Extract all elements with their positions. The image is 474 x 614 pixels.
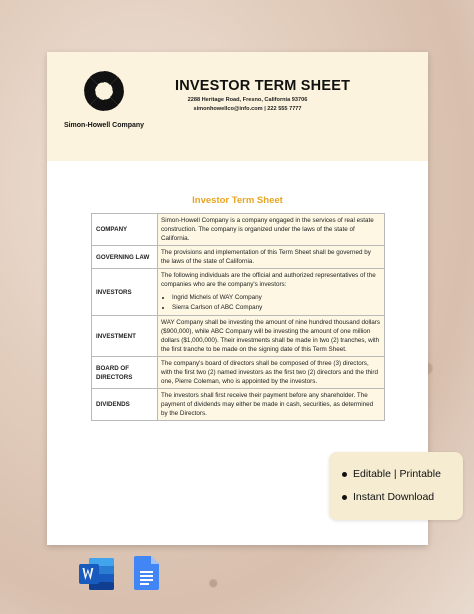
term-description: The following individuals are the official and authorized representatives of the companies who are the company's investors: xyxy=(161,272,376,288)
feature-editable-printable xyxy=(342,468,441,480)
term-label: INVESTMENT xyxy=(92,316,158,357)
term-description: Simon-Howell Company is a company engaged in the services of real estate construction. The company is organized under the laws of the state of California. xyxy=(158,214,385,246)
feature-label: Editable | Printable xyxy=(353,468,441,480)
microsoft-word-icon[interactable] xyxy=(79,557,115,591)
term-description: The investors shall first receive their payment before any shareholder. The payment of dividends may either be made in cash, securities, as determined by the Directors. xyxy=(158,389,385,421)
format-features-badge xyxy=(329,452,463,520)
company-name-caption: Simon-Howell Company xyxy=(63,122,145,129)
table-row xyxy=(92,389,385,421)
term-description: WAY Company shall be investing the amount of nine hundred thousand dollars ($900,000), while ABC Company will be investing the amount of one million dollars ($1,000,000). Their investments shall be made in two (2) tranches, with the first tranche to be made on the signing date of this Term Sheet. xyxy=(158,316,385,357)
terms-table xyxy=(91,213,385,421)
term-description: The provisions and implementation of this Term Sheet shall be governed by the laws of the state of California. xyxy=(158,246,385,269)
table-row xyxy=(92,357,385,389)
document-header xyxy=(47,52,428,161)
feature-instant-download xyxy=(342,491,434,503)
google-docs-icon[interactable] xyxy=(134,556,159,590)
bullet-icon xyxy=(342,495,347,500)
investor-list xyxy=(172,293,381,313)
term-description: The company's board of directors shall be composed of three (3) directors, with the first two (2) named investors as the first two (2) directors and the third one, Pierre Coleman, who is appointed by the investors. xyxy=(158,357,385,389)
list-item: • Ingrid Michels of WAY Company xyxy=(172,293,381,303)
term-label: DIVIDENDS xyxy=(92,389,158,421)
term-description-cell xyxy=(158,269,385,316)
term-label: GOVERNING LAW xyxy=(92,246,158,269)
table-row xyxy=(92,316,385,357)
list-item: • Sierra Carlson of ABC Company xyxy=(172,303,381,313)
term-label: BOARD OF DIRECTORS xyxy=(92,357,158,389)
term-label: INVESTORS xyxy=(92,269,158,316)
feature-label: Instant Download xyxy=(353,491,435,503)
document-title: INVESTOR TERM SHEET xyxy=(175,78,351,94)
company-contact: simonhowellco@info.com | 222 555 7777 xyxy=(193,106,302,112)
bullet-icon xyxy=(342,472,347,477)
table-row xyxy=(92,269,385,316)
table-row xyxy=(92,214,385,246)
table-row xyxy=(92,246,385,269)
section-title: Investor Term Sheet xyxy=(192,195,283,206)
pinwheel-logo-icon xyxy=(83,70,125,112)
company-address: 2288 Heritage Road, Fresno, California 93706 xyxy=(187,97,308,103)
term-label: COMPANY xyxy=(92,214,158,246)
